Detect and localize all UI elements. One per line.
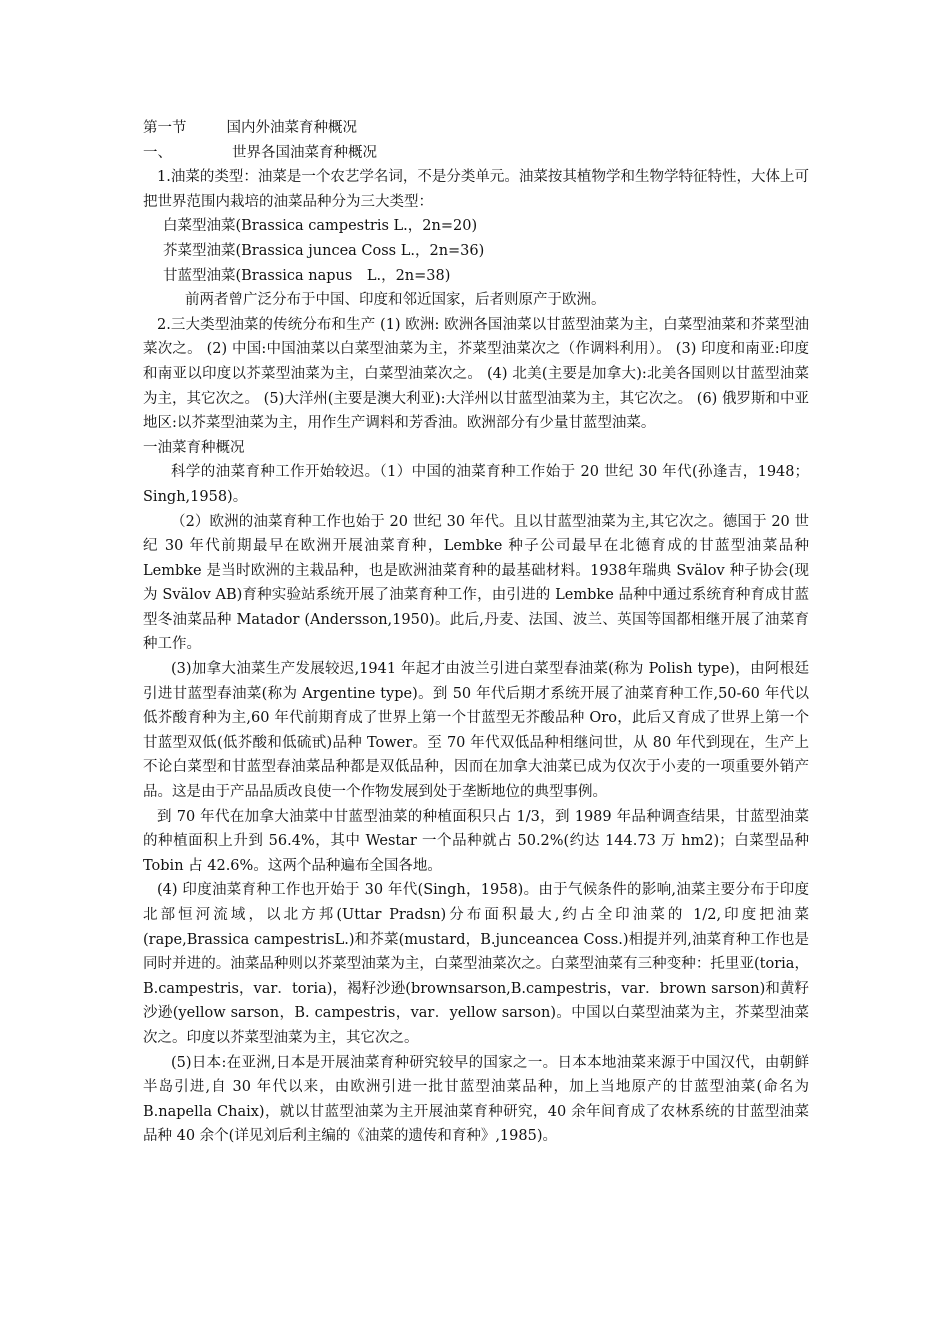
subsection-number: 一、	[143, 144, 172, 161]
subsection-heading	[143, 141, 809, 166]
paragraph-canada-acreage: 到 70 年代在加拿大油菜中甘蓝型油菜的种植面积只占 1/3，到 1989 年品种调查结果，甘蓝型油菜的种植面积上升到 56.4%，其中 Westar 一个品种就占 50.2%(约达 144.73 万 hm2)；白菜型品种 Tobin 占 42.6%。这两个品种遍布全国各地。	[143, 808, 809, 874]
type-item-juncea: 芥菜型油菜(Brassica juncea Coss L.，2n=36)	[163, 242, 485, 259]
paragraph-canada-breeding: (3)加拿大油菜生产发展较迟,1941 年起才由波兰引进白菜型春油菜(称为 Polish type)，由阿根廷引进甘蓝型春油菜(称为 Argentine type)。到 50 年代后期才系统开展了油菜育种工作,50-60 年代以低芥酸育种为主,60 年代前期育成了世界上第一个甘蓝型无芥酸品种 Oro，此后又育成了世界上第一个甘蓝型双低(低芥酸和低硫甙)品种 Tower。至 70 年代双低品种相继问世，从 80 年代到现在，生产上不论白菜型和甘蓝型春油菜品种都是双低品种，因而在加拿大油菜已成为仅次于小麦的一项重要外销产品。这是由于产品品质改良使一个作物发展到处于垄断地位的典型事例。	[143, 661, 809, 801]
type-item-napus: 甘蓝型油菜(Brassica napus L.，2n=38)	[163, 267, 451, 284]
paragraph-origin: 前两者曾广泛分布于中国、印度和邻近国家，后者则原产于欧洲。	[185, 292, 606, 309]
paragraph-distribution: 2.三大类型油菜的传统分布和生产 (1) 欧洲: 欧洲各国油菜以甘蓝型油菜为主，白菜型油菜和芥菜型油菜次之。 (2) 中国:中国油菜以白菜型油菜为主，芥菜型油菜次之（作调料利用）。 (3) 印度和南亚:印度和南亚以印度以芥菜型油菜为主，白菜型油菜次之。 (4) 北美(主要是加拿大):北美各国则以甘蓝型油菜为主，其它次之。 (5)大洋州(主要是澳大利亚):大洋州以甘蓝型油菜为主，其它次之。 (6) 俄罗斯和中亚地区:以芥菜型油菜为主，用作生产调料和芳香油。欧洲部分有少量甘蓝型油菜。	[143, 316, 809, 432]
paragraph-europe-breeding: （2）欧洲的油菜育种工作也始于 20 世纪 30 年代。且以甘蓝型油菜为主,其它次之。德国于 20 世纪 30 年代前期最早在欧洲开展油菜育种，Lembke 种子公司最早在北德育成的甘蓝型油菜品种 Lembke 是当时欧洲的主栽品种，也是欧洲油菜育种的最基础材料。1938年瑞典 Svälov 种子协会(现为 Svälov AB)育种实验站系统开展了油菜育种工作，由引进的 Lembke 品种中通过系统育种育成甘蓝型冬油菜品种 Matador (Andersson,1950)。此后,丹麦、法国、波兰、英国等国都相继开展了油菜育种工作。	[143, 513, 809, 653]
subsection-title: 世界各国油菜育种概况	[232, 144, 377, 161]
section-title: 国内外油菜育种概况	[226, 120, 357, 136]
paragraph-china-breeding: 科学的油菜育种工作开始较迟。（1）中国的油菜育种工作始于 20 世纪 30 年代(孙逢吉，1948；Singh,1958)。	[143, 464, 809, 505]
document-page	[143, 116, 809, 1149]
heading-breeding-overview: 一油菜育种概况	[143, 439, 245, 456]
paragraph-japan-breeding: (5)日本:在亚洲,日本是开展油菜育种研究较早的国家之一。日本本地油菜来源于中国汉代，由朝鲜半岛引进,自 30 年代以来，由欧洲引进一批甘蓝型油菜品种，加上当地原产的甘蓝型油菜(命名为 B.napella Chaix)，就以甘蓝型油菜为主开展油菜育种研究，40 余年间育成了农林系统的甘蓝型油菜品种 40 余个(详见刘后利主编的《油菜的遗传和育种》,1985)。	[143, 1054, 809, 1145]
section-heading	[143, 116, 809, 141]
paragraph-india-breeding: (4) 印度油菜育种工作也开始于 30 年代(Singh，1958)。由于气候条件的影响,油菜主要分布于印度北部恒河流域，以北方邦(Uttar Pradsn)分布面积最大,约占全印油菜的 1/2,印度把油菜(rape,Brassica campestrisL.)和芥菜(mustard，B.junceancea Coss.)相提并列,油菜育种工作也是同时并进的。油菜品种则以芥菜型油菜为主，白菜型油菜次之。白菜型油菜有三种变种：托里亚(toria，B.campestris，var．toria)，褐籽沙逊(brownsarson,B.campestris，var．brown sarson)和黄籽沙逊(yellow sarson，B. campestris，var．yellow sarson)。中国以白菜型油菜为主，芥菜型油菜次之。印度以芥菜型油菜为主，其它次之。	[143, 882, 809, 1046]
section-number: 第一节	[143, 120, 187, 136]
paragraph-rapeseed-types: 1.油菜的类型：油菜是一个农艺学名词，不是分类单元。油菜按其植物学和生物学特征特性，大体上可把世界范围内栽培的油菜品种分为三大类型：	[143, 169, 809, 210]
type-item-campestris: 白菜型油菜(Brassica campestris L.，2n=20)	[163, 218, 478, 235]
